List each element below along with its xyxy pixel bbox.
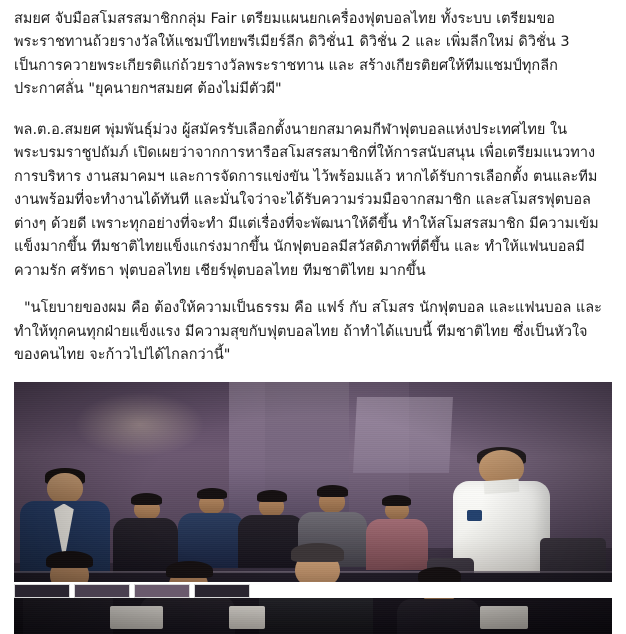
filmstrip-thumbnail[interactable]: [74, 584, 130, 598]
photo-subject-badge: [467, 510, 482, 522]
photo-person-torso: [366, 519, 429, 569]
article-paragraph-lead: สมยศ จับมือสโมสรสมาชิกกลุ่ม Fair เตรียมแผนยกเครื่องฟุตบอลไทย ทั้งระบบ เตรียมขอพระราชทานถ้วยรางวัลให้แชมป์ไทยพรีเมียร์ลีก ดิวิชั่น1 ดิวิชั่น 2 และ เพิ่มลีกใหม่ ดิวิชั่น 3 เป็นการควายพระเกียรติแก่ถ้วยรางวัลพระราชทาน และ สร้างเกียรติยศให้ทีมแชมป์ทุกลีก ประกาศลั่น "ยุคนายกฯสมยศ ต้องไม่มีตัวผี": [14, 11, 570, 98]
filmstrip-thumbnail[interactable]: [14, 584, 70, 598]
filmstrip-thumbnail[interactable]: [194, 584, 250, 598]
photo-person-hair: [131, 493, 162, 506]
photo-screen-glow: [74, 392, 206, 458]
photo-foreground-hair: [291, 543, 344, 562]
photo-foreground-hair: [166, 561, 213, 579]
article-paragraph-detail: พล.ต.อ.สมยศ พุ่มพันธุ์ม่วง ผู้สมัครรับเลือกตั้งนายกสมาคมกีฬาฟุตบอลแห่งประเทศไทย ในพระบรมราชูปถัมภ์ เปิดเผยว่าจากการหารือสโมสรสมาชิกที่ให้การสนับสนุน เพื่อเตรียมแนวทางการบริหาร งานสมาคมฯ และการจัดการแข่งขัน ไว้พร้อมแล้ว หากได้รับการเลือกตั้ง ตนและทีมงานพร้อมที่จะทำงานได้ทันที และมั่นใจว่าจะได้รับความร่วมมือจากสมาชิก และสโมสรฟุตบอลต่างๆ ด้วยดี เพราะทุกอย่างที่จะทำ มีแต่เรื่องที่จะพัฒนาให้ดีขึ้น ทำให้สโมสรสมาชิก มีความเข้มแข็งมากขึ้น ทีมชาติไทยแข็งแกร่งมากขึ้น นักฟุตบอลมีสวัสดิภาพที่ดีขึ้น และ ทำให้แฟนบอลมีความรัก ศรัทธา ฟุตบอลไทย เชียร์ฟุตบอลไทย ทีมชาติไทย มากขึ้น: [14, 121, 599, 279]
article-paragraph-quote: "นโยบายของผม คือ ต้องให้ความเป็นธรรม คือ แฟร์ กับ สโมสร นักฟุตบอล และแฟนบอล และทำให้ทุกคนทุกฝ่ายแข็งแรง มีความสุขกับฟุตบอลไทย ถ้าทำได้แบบนี้ ทีมชาติไทย ซึ่งเป็นหัวใจของคนไทย จะก้าวไปได้ไกลกว่านี้": [14, 300, 602, 364]
photo-filmstrip[interactable]: [14, 582, 612, 598]
photo-person-hair: [382, 495, 411, 506]
photo-document: [229, 606, 265, 629]
photo-person-torso: [178, 513, 244, 568]
photo-subject-collar: [484, 479, 519, 495]
photo-person-hair: [257, 490, 287, 502]
photo-banner: [353, 397, 453, 473]
photo-document: [480, 606, 528, 629]
photo-seated-head: [47, 473, 83, 504]
photo-person-hair: [197, 488, 227, 500]
photo-foreground-torso: [397, 599, 481, 634]
filmstrip-thumbnail[interactable]: [134, 584, 190, 598]
photo-person-hair: [317, 485, 348, 497]
photo-foreground-hair: [46, 551, 93, 569]
photo-foreground-hair: [418, 567, 461, 583]
photo-document: [110, 606, 164, 629]
